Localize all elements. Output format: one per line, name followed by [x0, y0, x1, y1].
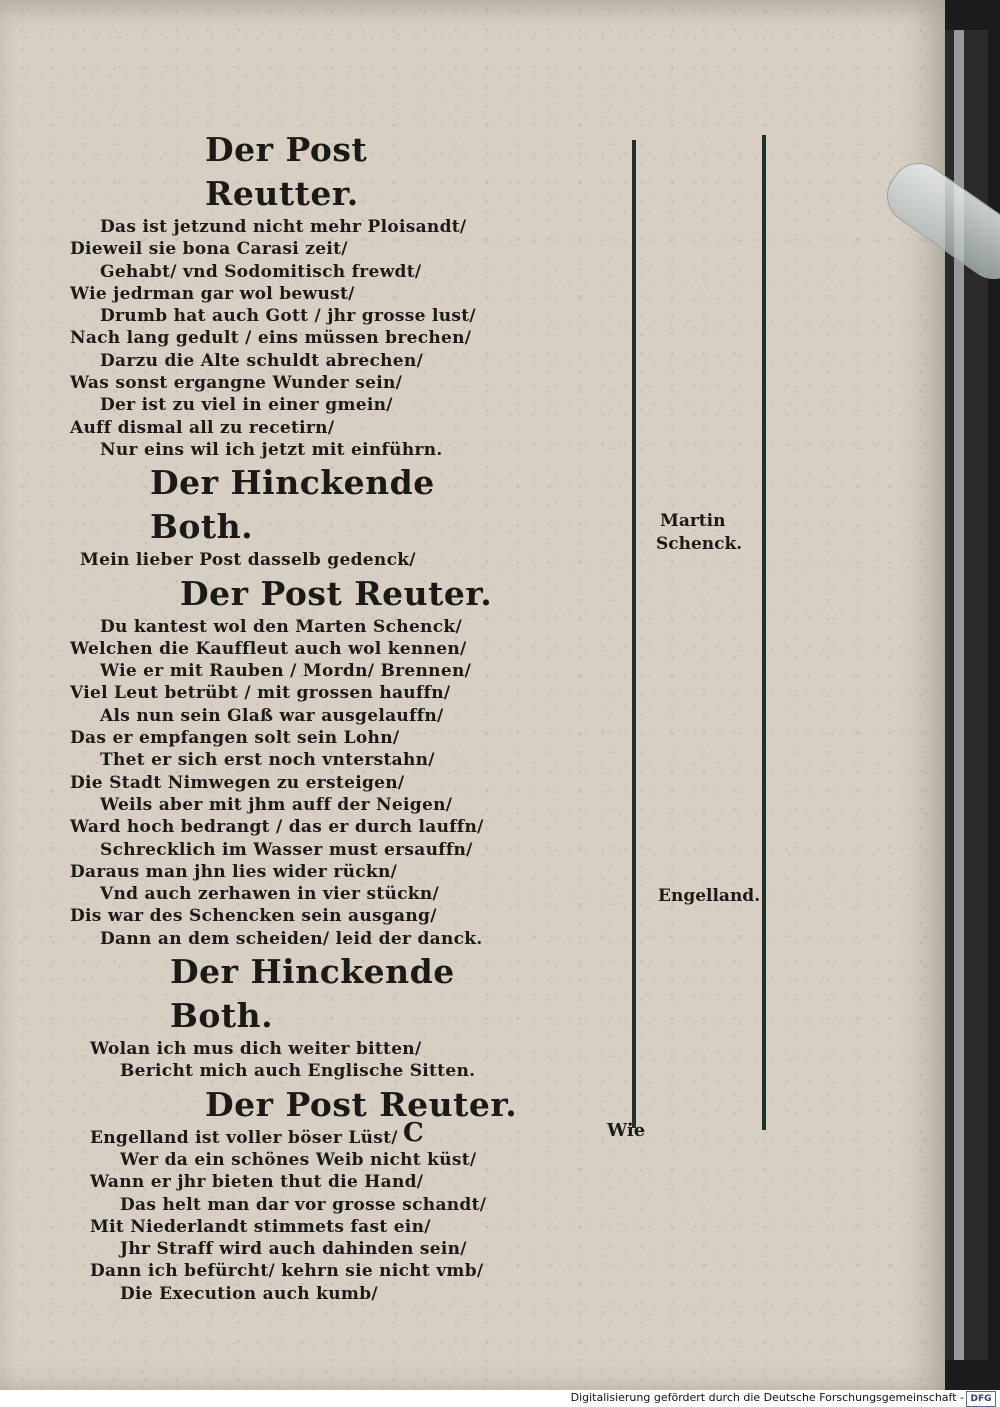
verse-line: Das ist jetzund nicht mehr Ploisandt/ [100, 217, 467, 237]
verse-line: Du kantest wol den Marten Schenck/ [100, 616, 462, 637]
verse-line: Drumb hat auch Gott / jhr grosse lust/ [100, 306, 476, 327]
margin-note-engelland: Engelland. [658, 886, 761, 906]
verse-line: Darzu die Alte schuldt abrechen/ [100, 350, 424, 371]
verse-line: Welchen die Kauffleut auch wol kennen/ [70, 638, 467, 659]
verse-line: Auff dismal all zu recetirn/ [70, 417, 335, 438]
verse-line: Was sonst ergangne Wunder sein/ [70, 373, 403, 394]
footer-bar [0, 1390, 1000, 1407]
verse-line: Mein lieber Post dasselb gedenck/ [80, 550, 416, 571]
verse-line: Vnd auch zerhawen in vier stückn/ [100, 884, 440, 905]
verse-line: Thet er sich erst noch vnterstahn/ [100, 750, 435, 771]
speaker-heading: Der Hinckende Both. [150, 463, 435, 547]
verse-line: Weils aber mit jhm auff der Neigen/ [100, 794, 453, 815]
verse-line: Schrecklich im Wasser must ersauffn/ [100, 839, 473, 860]
verse-line: Die Stadt Nimwegen zu ersteigen/ [70, 772, 405, 793]
verse-line: Als nun sein Glaß war ausgelauffn/ [100, 705, 444, 726]
verse-line: Wolan ich mus dich weiter bitten/ [90, 1039, 422, 1060]
signature-mark: C [403, 1118, 424, 1148]
verse-line: Der ist zu viel in einer gmein/ [100, 395, 393, 416]
dfg-logo-icon: DFG [966, 1391, 996, 1407]
verse-line: Dieweil sie bona Carasi zeit/ [70, 239, 348, 260]
verse-line: Ward hoch bedrangt / das er durch lauffn/ [70, 817, 484, 838]
verse-line: Daraus man jhn lies wider rückn/ [70, 861, 398, 882]
catchword: Wie [607, 1120, 646, 1141]
verse-line: Mit Niederlandt stimmets fast ein/ [90, 1216, 431, 1237]
verse-line: Gehabt/ vnd Sodomitisch frewdt/ [100, 261, 422, 282]
verse-text-column [60, 128, 530, 1305]
speaker-heading: Der Post Reuter. [180, 573, 493, 613]
margin-note-schenck: Schenck. [656, 534, 743, 554]
verse-line: Wie jedrman gar wol bewust/ [70, 283, 355, 304]
verse-line: Das helt man dar vor grosse schandt/ [120, 1194, 487, 1215]
verse-line: Viel Leut betrübt / mit grossen hauffn/ [70, 683, 451, 704]
verse-line: Wann er jhr bieten thut die Hand/ [90, 1172, 424, 1193]
margin-rule-left [632, 140, 636, 1128]
margin-rule-right [762, 135, 766, 1130]
verse-line: Nach lang gedult / eins müssen brechen/ [70, 328, 472, 349]
verse-line: Bericht mich auch Englische Sitten. [120, 1061, 476, 1082]
verse-line: Engelland ist voller böser Lüst/ [90, 1127, 398, 1148]
verse-line: Wie er mit Rauben / Mordn/ Brennen/ [100, 661, 472, 682]
verse-line: Nur eins wil ich jetzt mit einführn. [100, 439, 443, 460]
verse-line: Das er empfangen solt sein Lohn/ [70, 728, 400, 749]
speaker-heading: Der Hinckende Both. [170, 952, 455, 1036]
speaker-heading: Der Post Reuter. [205, 1084, 518, 1124]
verse-line: Wer da ein schönes Weib nicht küst/ [120, 1149, 477, 1170]
verse-line: Jhr Straff wird auch dahinden sein/ [120, 1239, 467, 1260]
speaker-heading: Der Post Reutter. [205, 130, 368, 213]
verse-line: Dann an dem scheiden/ leid der danck. [100, 928, 483, 949]
verse-line: Dis war des Schencken sein ausgang/ [70, 906, 437, 927]
margin-note-martin: Martin [660, 511, 726, 531]
verse-line: Dann ich befürcht/ kehrn sie nicht vmb/ [90, 1261, 484, 1282]
footer-credit: Digitalisierung gefördert durch die Deutsche Forschungsgemeinschaft - [570, 1391, 964, 1404]
verse-line: Die Execution auch kumb/ [120, 1283, 378, 1304]
